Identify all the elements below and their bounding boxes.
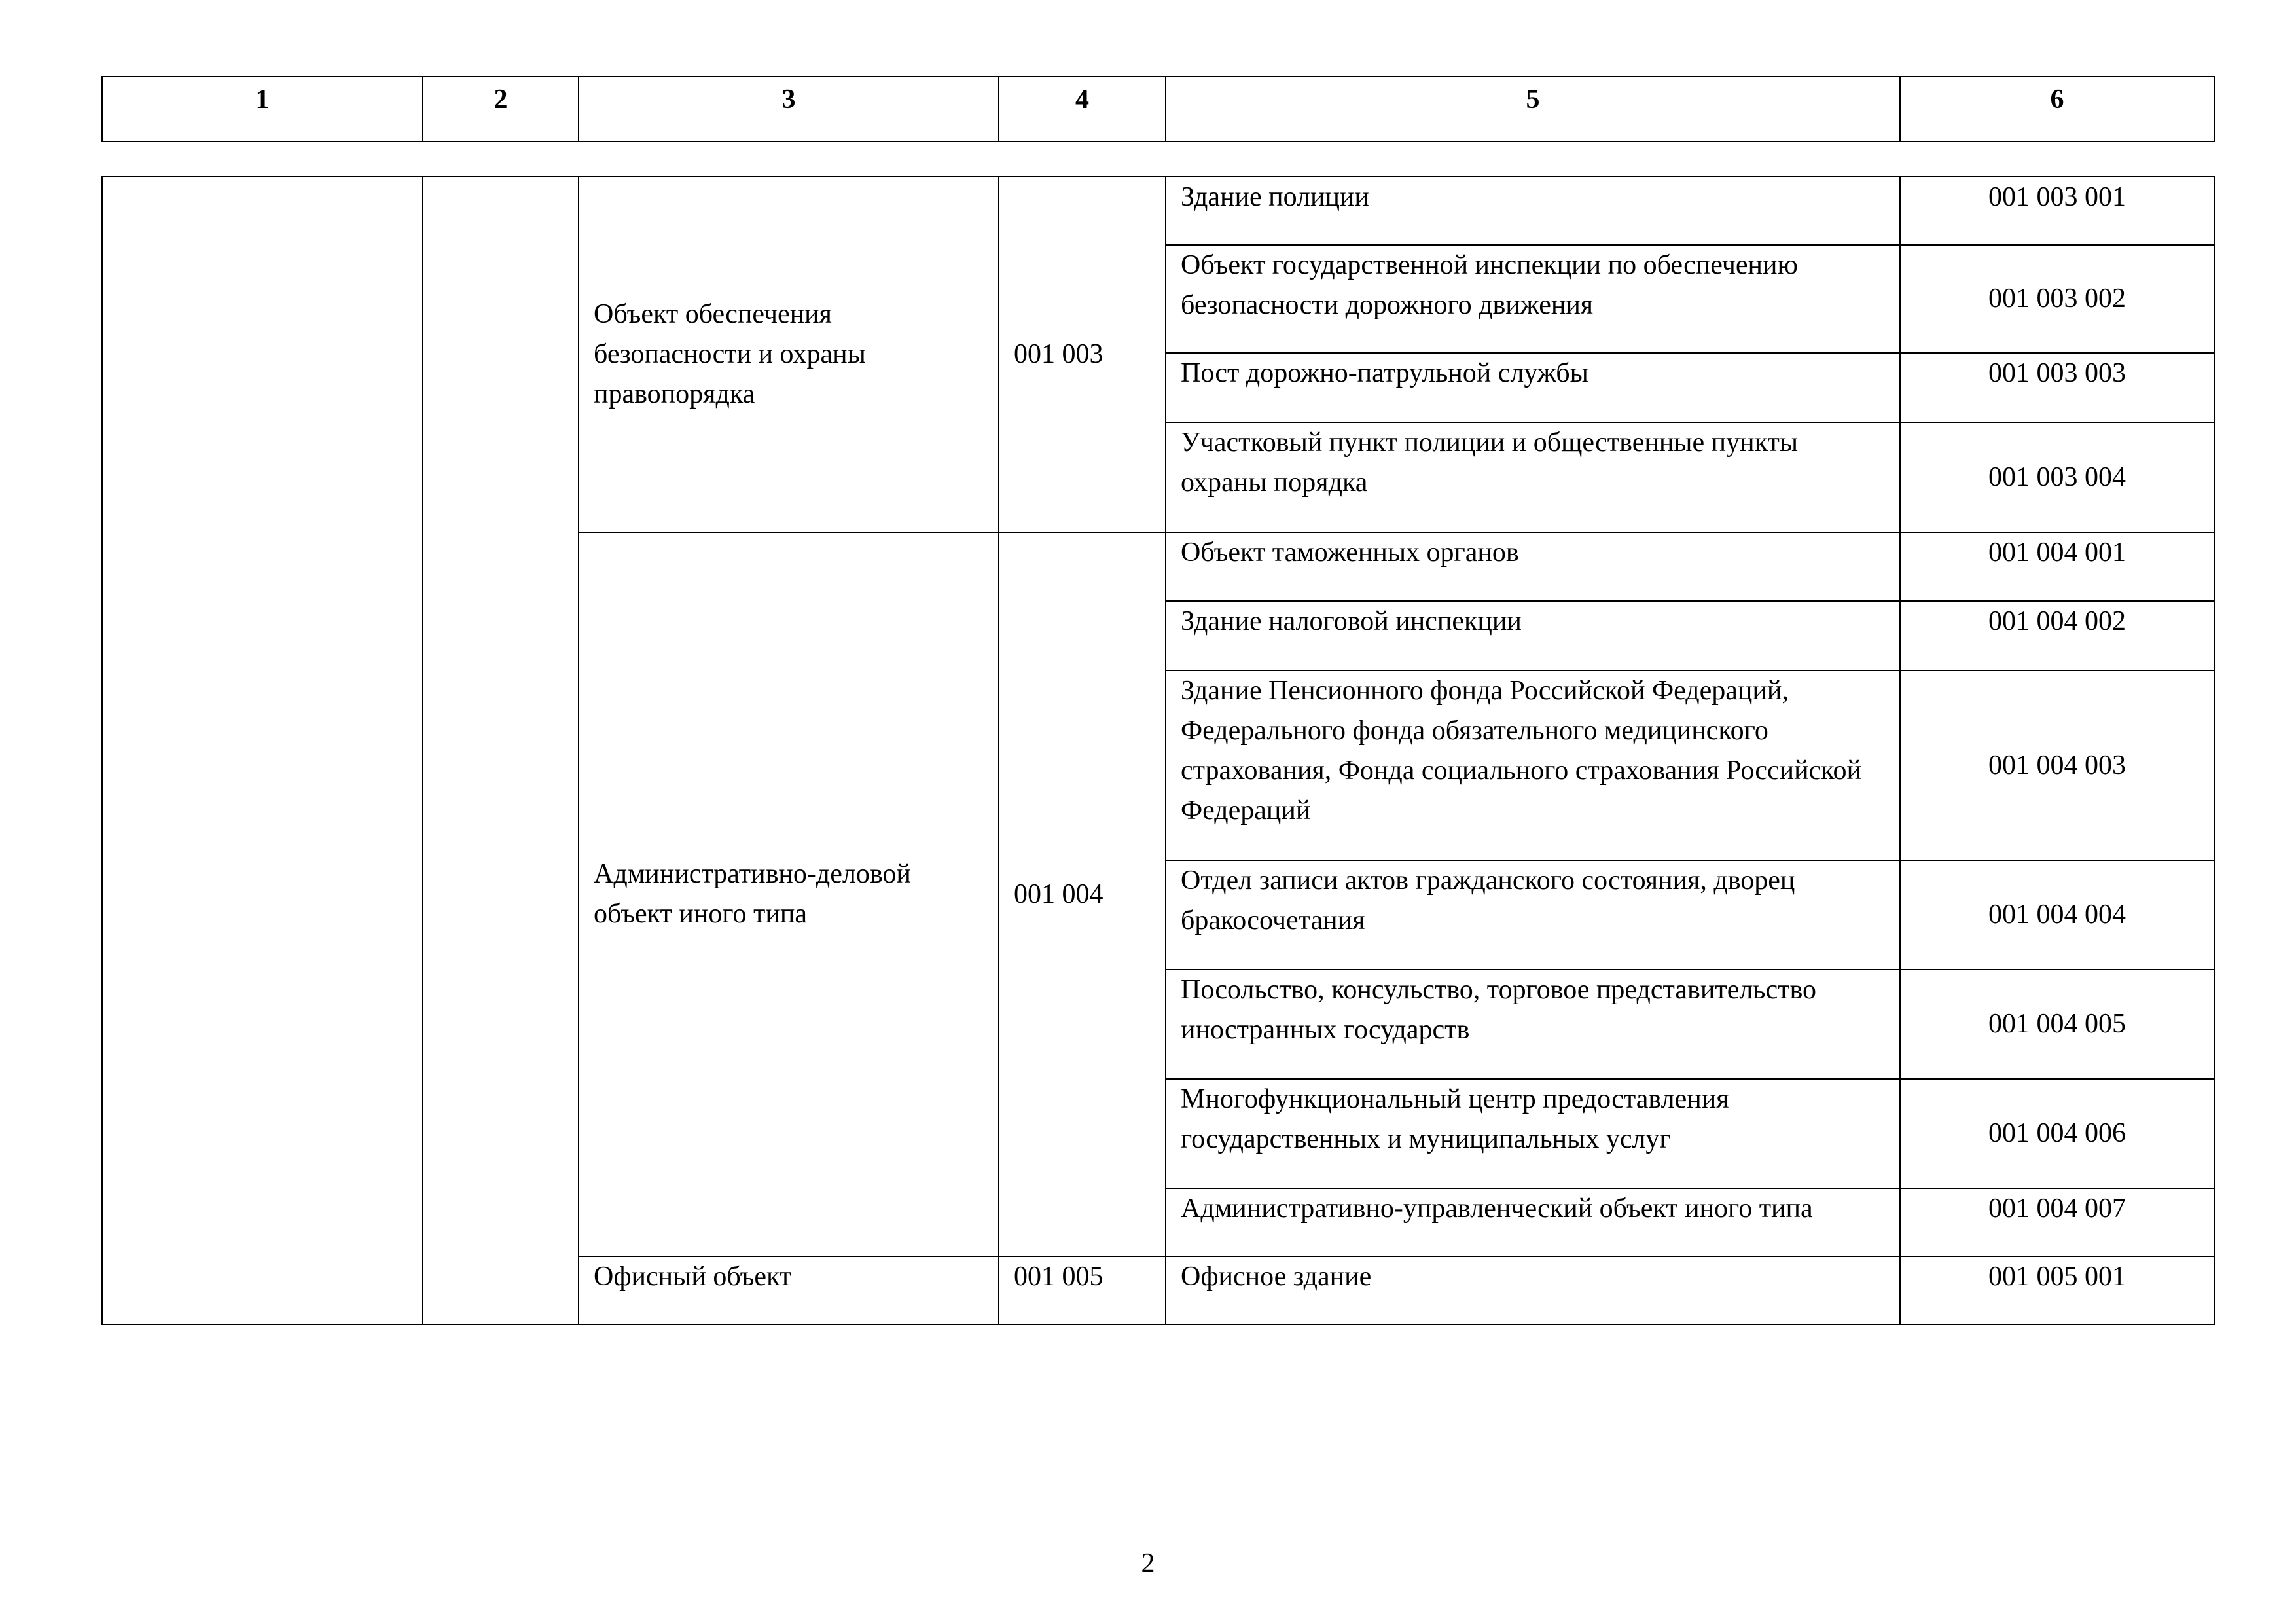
item-name: Посольство, консульство, торговое представительство иностранных государств bbox=[1166, 970, 1900, 1079]
item-name: Здание Пенсионного фонда Российской Федераций, Федерального фонда обязательного медицинского страхования, Фонда социального страхования Российской Федераций bbox=[1166, 670, 1900, 860]
empty-column-1-cell bbox=[102, 177, 423, 1324]
column-number-header bbox=[101, 76, 2215, 142]
item-name: Офисное здание bbox=[1166, 1256, 1900, 1324]
item-name: Объект государственной инспекции по обеспечению безопасности дорожного движения bbox=[1166, 245, 1900, 353]
item-code: 001 003 004 bbox=[1900, 422, 2214, 532]
item-code: 001 003 002 bbox=[1900, 245, 2214, 353]
column-number-5: 5 bbox=[1166, 77, 1900, 141]
column-number-3: 3 bbox=[579, 77, 999, 141]
page-number: 2 bbox=[1141, 1548, 1155, 1578]
item-code: 001 004 001 bbox=[1900, 532, 2214, 601]
group-name: Объект обеспечения безопасности и охраны правопорядка bbox=[579, 177, 999, 532]
item-name: Здание полиции bbox=[1166, 177, 1900, 245]
item-code: 001 004 007 bbox=[1900, 1188, 2214, 1256]
item-name: Пост дорожно-патрульной службы bbox=[1166, 353, 1900, 422]
empty-column-2-cell bbox=[423, 177, 579, 1324]
group-code: 001 004 bbox=[999, 532, 1166, 1256]
table-row bbox=[102, 177, 2214, 245]
item-name: Административно-управленческий объект иного типа bbox=[1166, 1188, 1900, 1256]
item-code: 001 003 001 bbox=[1900, 177, 2214, 245]
item-code: 001 005 001 bbox=[1900, 1256, 2214, 1324]
column-number-1: 1 bbox=[102, 77, 423, 141]
item-code: 001 003 003 bbox=[1900, 353, 2214, 422]
item-code: 001 004 005 bbox=[1900, 970, 2214, 1079]
group-code: 001 003 bbox=[999, 177, 1166, 532]
item-name: Здание налоговой инспекции bbox=[1166, 601, 1900, 670]
item-name: Многофункциональный центр предоставления государственных и муниципальных услуг bbox=[1166, 1079, 1900, 1188]
classifier-table bbox=[101, 176, 2215, 1325]
column-number-2: 2 bbox=[423, 77, 579, 141]
header-row bbox=[102, 77, 2214, 141]
group-name: Административно-деловой объект иного типа bbox=[579, 532, 999, 1256]
item-name: Отдел записи актов гражданского состояния, дворец бракосочетания bbox=[1166, 860, 1900, 970]
item-name: Участковый пункт полиции и общественные пункты охраны порядка bbox=[1166, 422, 1900, 532]
item-code: 001 004 003 bbox=[1900, 670, 2214, 860]
column-number-4: 4 bbox=[999, 77, 1166, 141]
item-code: 001 004 006 bbox=[1900, 1079, 2214, 1188]
item-code: 001 004 002 bbox=[1900, 601, 2214, 670]
item-code: 001 004 004 bbox=[1900, 860, 2214, 970]
group-name: Офисный объект bbox=[579, 1256, 999, 1324]
item-name: Объект таможенных органов bbox=[1166, 532, 1900, 601]
column-number-6: 6 bbox=[1900, 77, 2214, 141]
group-code: 001 005 bbox=[999, 1256, 1166, 1324]
